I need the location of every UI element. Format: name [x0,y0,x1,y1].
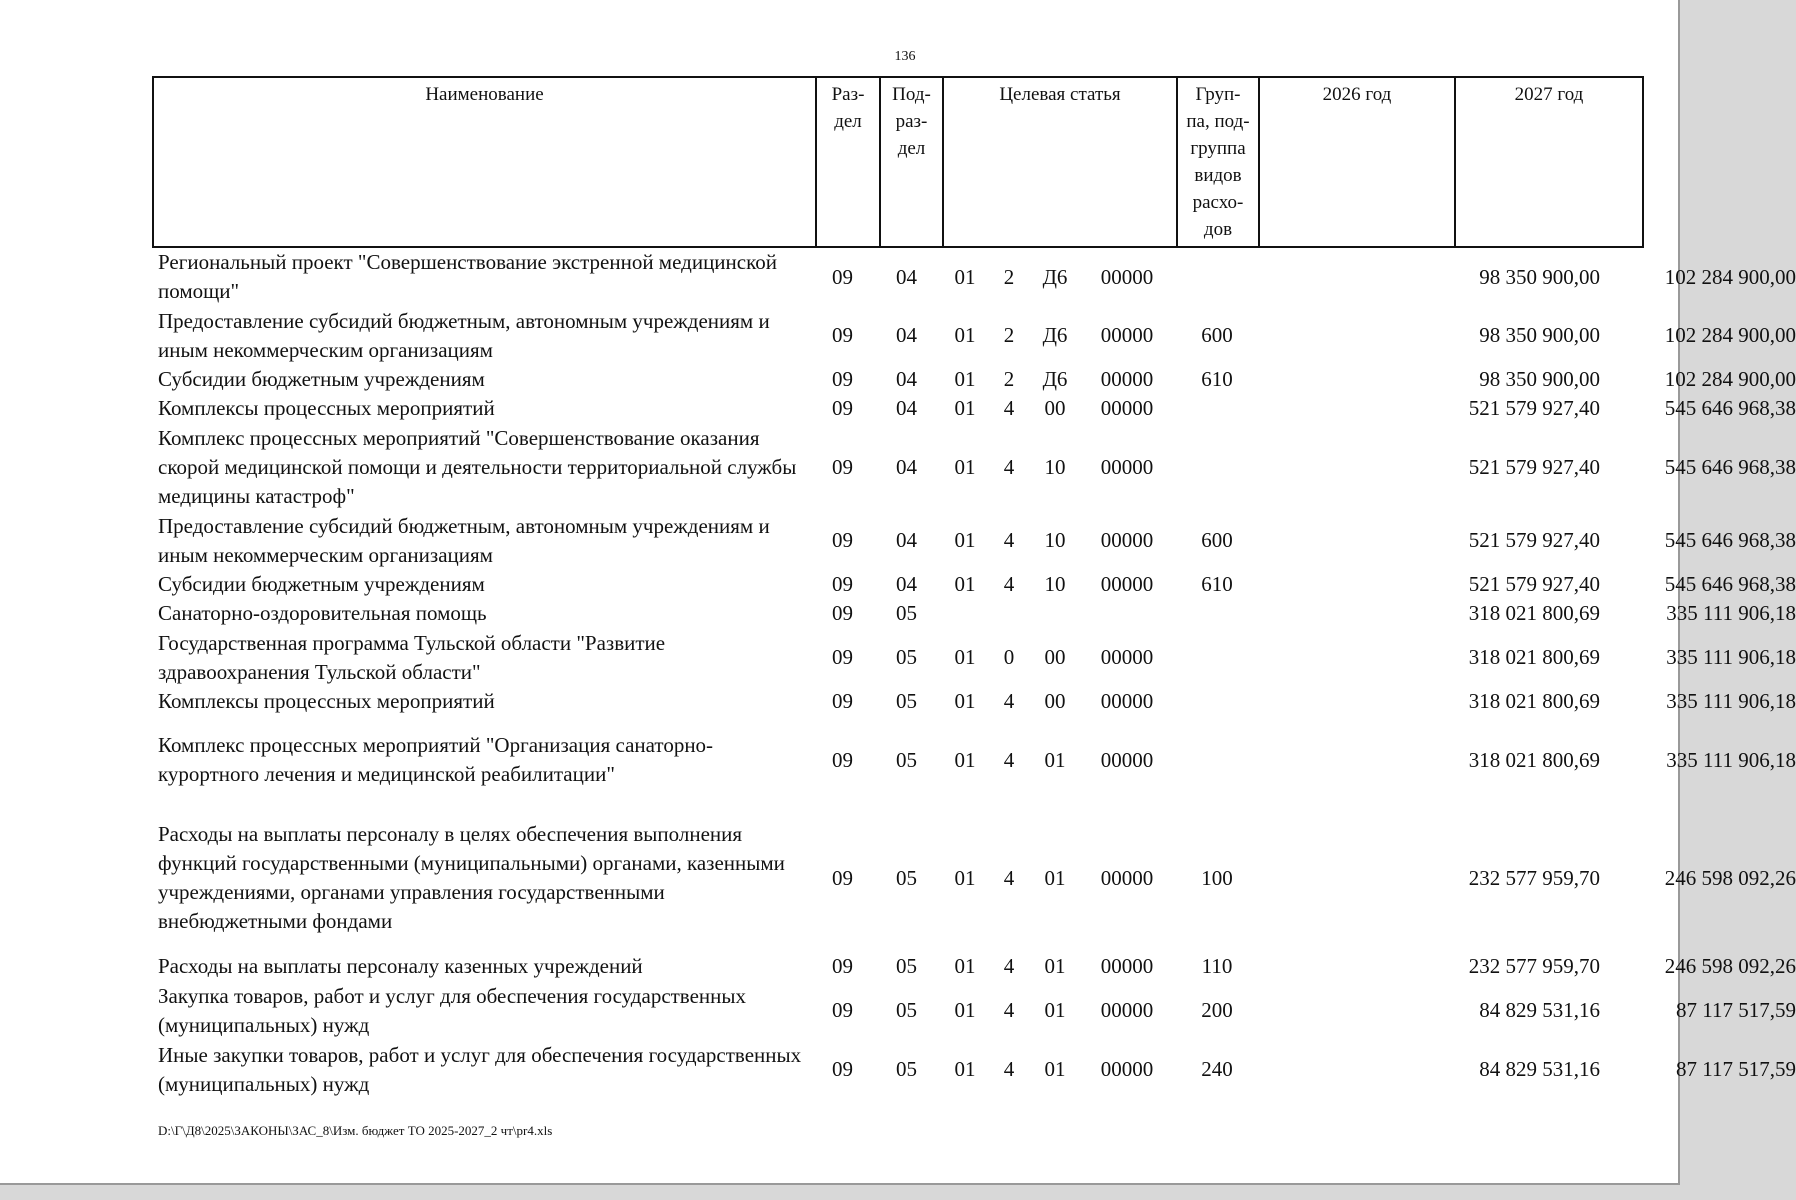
header-year-2027: 2027 год [1455,77,1643,247]
row-target-block: Д6 [1042,367,1068,391]
row-razdel: 09 [832,998,853,1022]
row-name: Предоставление субсидий бюджетным, автономным учреждениям и иным некоммерческим организациям [158,308,770,362]
row-target-direction: 00000 [1100,454,1154,479]
row-amount-2027: 545 646 968,38 [1664,572,1796,596]
row-podrazdel: 05 [896,689,917,713]
row-amount-2026: 521 579 927,40 [1468,528,1600,552]
header-razdel: Раз- дел [816,77,880,247]
row-target-type: 4 [1003,396,1015,420]
row-podrazdel: 05 [896,601,917,625]
table-header [152,76,1644,248]
table-row [152,804,1796,952]
row-amount-2026: 232 577 959,70 [1468,954,1600,978]
row-target-type: 4 [1003,1057,1015,1081]
row-razdel: 09 [832,528,853,552]
row-target-program [945,599,985,628]
row-target-direction: 00000 [1100,572,1154,596]
row-amount-2026: 521 579 927,40 [1468,396,1600,420]
table-row [152,570,1796,599]
row-amount-2026: 98 350 900,00 [1479,323,1600,347]
row-name: Субсидии бюджетным учреждениям [158,572,485,596]
row-expense-group: 240 [1201,1057,1233,1081]
row-expense-group: 100 [1201,865,1233,890]
row-expense-group [1172,248,1262,306]
row-name: Государственная программа Тульской области "Развитие здравоохранения Тульской области" [158,630,666,684]
row-target-block [1030,599,1080,628]
row-razdel: 09 [832,865,853,890]
row-target-program: 01 [954,645,976,669]
header-target-article: Целевая статья [943,77,1177,247]
row-amount-2027: 102 284 900,00 [1664,367,1796,391]
table-row [152,687,1796,716]
row-podrazdel: 05 [896,747,917,772]
row-amount-2027: 335 111 906,18 [1666,601,1796,625]
row-target-type [994,599,1024,628]
row-target-direction: 00000 [1100,1057,1154,1081]
row-target-program: 01 [954,367,976,391]
row-amount-2026: 98 350 900,00 [1479,264,1600,289]
row-target-direction: 00000 [1100,367,1154,391]
row-target-direction: 00000 [1100,264,1154,289]
row-amount-2026: 318 021 800,69 [1468,601,1600,625]
row-name: Субсидии бюджетным учреждениям [158,367,485,391]
row-amount-2026: 318 021 800,69 [1468,645,1600,669]
row-target-block: 00 [1044,396,1066,420]
row-target-type: 2 [1003,264,1015,289]
row-amount-2027: 87 117 517,59 [1676,998,1796,1022]
row-target-program: 01 [954,396,976,420]
row-target-program: 01 [954,323,976,347]
row-target-program: 01 [954,998,976,1022]
row-target-program: 01 [954,572,976,596]
table-row [152,952,1796,981]
row-expense-group: 600 [1201,528,1233,552]
row-amount-2027: 545 646 968,38 [1664,528,1796,552]
row-razdel: 09 [832,601,853,625]
row-expense-group [1172,628,1262,687]
row-expense-group: 600 [1201,323,1233,347]
row-target-type: 4 [1003,528,1015,552]
row-target-block: 01 [1044,1057,1066,1081]
row-target-type: 4 [1003,454,1015,479]
row-target-direction: 00000 [1100,865,1154,890]
row-name: Предоставление субсидий бюджетным, автономным учреждениям и иным некоммерческим организациям [158,513,770,567]
row-target-block: Д6 [1042,323,1068,347]
row-amount-2026: 521 579 927,40 [1468,454,1600,479]
row-name: Комплексы процессных мероприятий [158,396,495,420]
row-target-type: 4 [1003,998,1015,1022]
row-target-program: 01 [954,865,976,890]
row-expense-group [1172,687,1262,716]
row-expense-group: 610 [1201,572,1233,596]
row-target-program: 01 [954,528,976,552]
row-target-block: 01 [1044,998,1066,1022]
row-amount-2027: 246 598 092,26 [1664,865,1796,890]
row-name: Комплекс процессных мероприятий "Совершенствование оказания скорой медицинской помощи и деятельности территориальной службы медицины катастроф" [158,425,797,508]
row-target-block: 01 [1044,747,1066,772]
row-amount-2026: 98 350 900,00 [1479,367,1600,391]
row-amount-2026: 521 579 927,40 [1468,572,1600,596]
row-razdel: 09 [832,645,853,669]
row-podrazdel: 05 [896,865,917,890]
row-amount-2027: 335 111 906,18 [1666,747,1796,772]
row-target-program: 01 [954,689,976,713]
row-podrazdel: 04 [896,396,917,420]
table-row [152,394,1796,423]
row-name: Иные закупки товаров, работ и услуг для обеспечения государственных (муниципальных) нужд [158,1042,802,1096]
row-razdel: 09 [832,367,853,391]
row-amount-2027: 545 646 968,38 [1664,454,1796,479]
row-target-type: 2 [1003,367,1015,391]
row-target-block: 01 [1044,865,1066,890]
row-podrazdel: 04 [896,323,917,347]
table-row [152,306,1796,365]
footer-file-path: D:\Г\Д8\2025\ЗАКОНЫ\ЗАС_8\Изм. бюджет ТО 2025-2027_2 чт\pr4.xls [158,1123,553,1138]
row-razdel: 09 [832,323,853,347]
row-amount-2026: 318 021 800,69 [1468,747,1600,772]
row-podrazdel: 05 [896,1057,917,1081]
row-target-program: 01 [954,264,976,289]
row-podrazdel: 05 [896,954,917,978]
table-row [152,981,1796,1040]
row-amount-2027: 335 111 906,18 [1666,689,1796,713]
row-name: Расходы на выплаты персоналу в целях обеспечения выполнения функций государственными (муниципальными) органами, казенными учреждениями, органами управления государственными внебюджетными фондами [158,822,785,933]
row-target-block: 10 [1044,572,1066,596]
row-target-direction: 00000 [1100,998,1154,1022]
row-razdel: 09 [832,396,853,420]
row-amount-2026: 84 829 531,16 [1479,1057,1600,1081]
table-row [152,365,1796,394]
row-amount-2027: 102 284 900,00 [1664,264,1796,289]
row-target-type: 4 [1003,689,1015,713]
row-expense-group: 110 [1201,954,1233,978]
row-target-block: 10 [1044,454,1066,479]
row-target-direction: 00000 [1100,323,1154,347]
row-name: Расходы на выплаты персоналу казенных учреждений [158,954,643,978]
row-podrazdel: 04 [896,367,917,391]
row-amount-2026: 84 829 531,16 [1479,998,1600,1022]
row-target-type: 2 [1003,323,1015,347]
row-name: Комплекс процессных мероприятий "Организация санаторно-курортного лечения и медицинской реабилитации" [158,733,714,786]
row-target-type: 4 [1003,954,1015,978]
page-number: 136 [894,49,916,64]
table-body [152,248,1796,1099]
table-row [152,628,1796,687]
row-target-type: 0 [1003,645,1015,669]
table-row [152,599,1796,628]
row-target-block: 00 [1044,645,1066,669]
row-target-program: 01 [954,454,976,479]
row-name: Комплексы процессных мероприятий [158,689,495,713]
row-target-direction: 00000 [1100,396,1154,420]
row-target-block: 10 [1044,528,1066,552]
row-podrazdel: 04 [896,454,917,479]
row-target-program: 01 [954,1057,976,1081]
row-expense-group [1172,599,1262,628]
header-expense-group: Груп- па, под- группа видов расхо- дов [1177,77,1259,247]
row-target-block: 00 [1044,689,1066,713]
row-razdel: 09 [832,689,853,713]
table-row [152,1040,1796,1099]
row-target-direction: 00000 [1100,747,1154,772]
table-row [152,716,1796,804]
row-amount-2027: 102 284 900,00 [1664,323,1796,347]
header-podrazdel: Под- раз- дел [880,77,943,247]
row-name: Закупка товаров, работ и услуг для обеспечения государственных (муниципальных) нужд [158,983,747,1037]
row-expense-group: 200 [1201,998,1233,1022]
row-amount-2027: 335 111 906,18 [1666,645,1796,669]
row-name: Санаторно-оздоровительная помощь [158,601,487,625]
row-target-program: 01 [954,954,976,978]
row-amount-2027: 246 598 092,26 [1664,954,1796,978]
row-target-type: 4 [1003,572,1015,596]
row-amount-2027: 545 646 968,38 [1664,396,1796,420]
row-amount-2026: 318 021 800,69 [1468,689,1600,713]
row-target-direction: 00000 [1100,689,1154,713]
row-target-program: 01 [954,747,976,772]
table-row [152,511,1796,570]
row-target-direction [1082,599,1172,628]
row-razdel: 09 [832,954,853,978]
row-target-direction: 00000 [1100,645,1154,669]
row-expense-group: 610 [1201,367,1233,391]
row-razdel: 09 [832,1057,853,1081]
row-target-type: 4 [1003,865,1015,890]
row-target-block: Д6 [1042,264,1068,289]
row-razdel: 09 [832,747,853,772]
row-amount-2026: 232 577 959,70 [1468,865,1600,890]
row-podrazdel: 04 [896,264,917,289]
table-row [152,423,1796,511]
header-name: Наименование [153,77,816,247]
header-year-2026: 2026 год [1259,77,1455,247]
table-row [152,248,1796,306]
row-podrazdel: 04 [896,528,917,552]
row-razdel: 09 [832,454,853,479]
row-razdel: 09 [832,264,853,289]
row-razdel: 09 [832,572,853,596]
row-amount-2027: 87 117 517,59 [1676,1057,1796,1081]
row-expense-group [1172,394,1262,423]
row-target-direction: 00000 [1100,954,1154,978]
row-name: Региональный проект "Совершенствование экстренной медицинской помощи" [158,250,777,303]
row-target-block: 01 [1044,954,1066,978]
row-expense-group [1172,423,1262,511]
row-podrazdel: 05 [896,645,917,669]
row-target-type: 4 [1003,747,1015,772]
row-podrazdel: 05 [896,998,917,1022]
row-expense-group [1172,716,1262,804]
row-target-direction: 00000 [1100,528,1154,552]
row-podrazdel: 04 [896,572,917,596]
